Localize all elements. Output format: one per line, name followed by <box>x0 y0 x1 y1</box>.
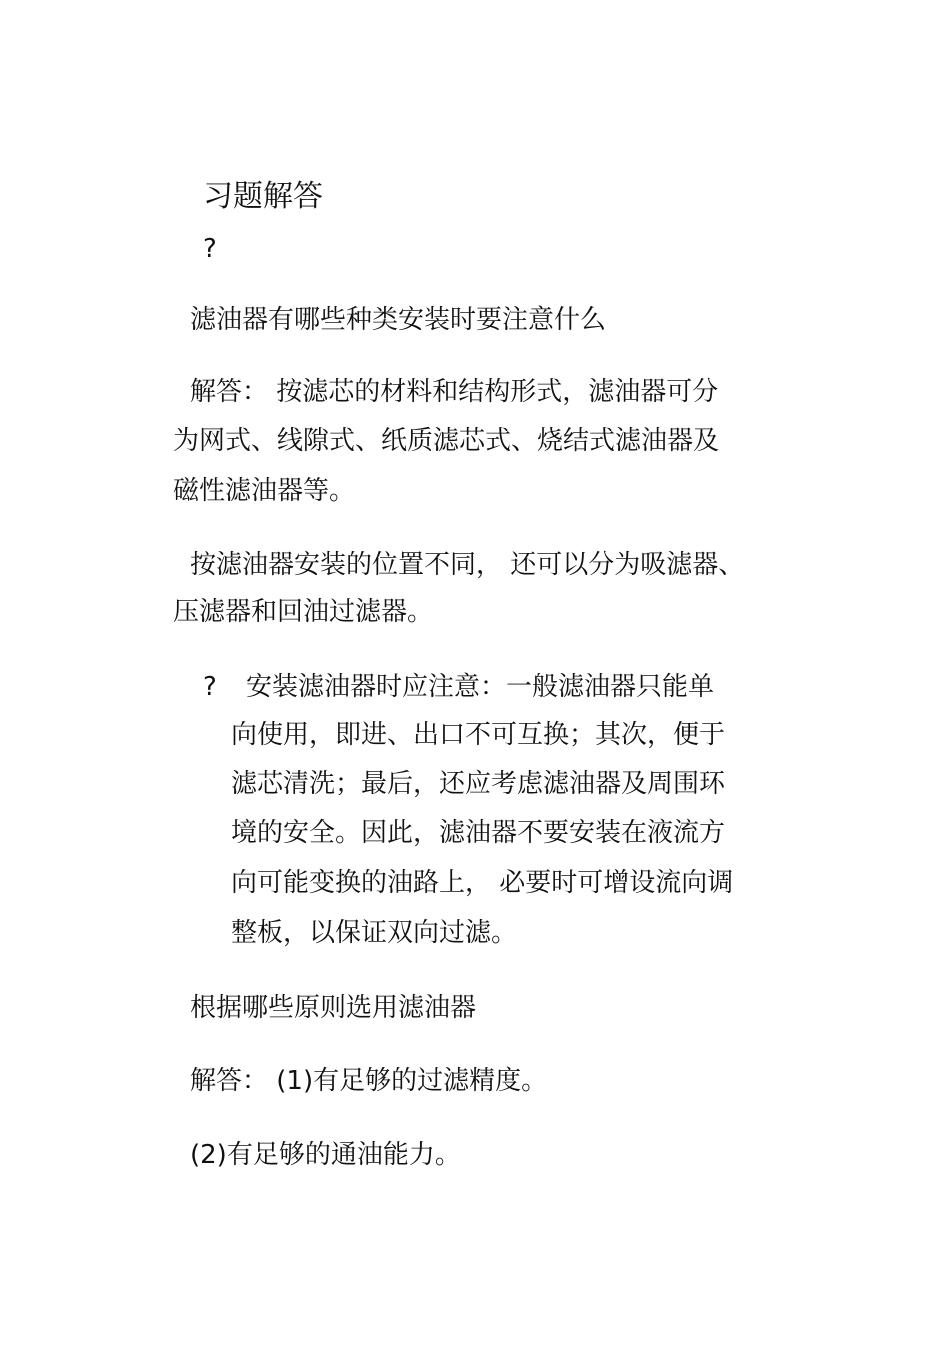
paragraph-2-line-1: 按滤油器安装的位置不同， 还可以分为吸滤器、 <box>190 550 745 580</box>
page-title: 习题解答 <box>203 179 323 214</box>
paragraph-2-line-2: 压滤器和回油过滤器。 <box>173 597 434 627</box>
answer-1-line-1: 解答： 按滤芯的材料和结构形式，滤油器可分 <box>190 377 719 407</box>
bullet-line-2: 向使用，即进、出口不可互换；其次，便于 <box>231 720 726 750</box>
bullet-line-5: 向可能变换的油路上， 必要时可增设流向调 <box>231 868 734 898</box>
answer-1-line-2: 为网式、线隙式、纸质滤芯式、烧结式滤油器及 <box>173 426 720 456</box>
bullet-line-1: 安装滤油器时应注意：一般滤油器只能单 <box>246 672 715 702</box>
answer-2-line-1: 解答： (1)有足够的过滤精度。 <box>190 1066 548 1096</box>
question-2: 根据哪些原则选用滤油器 <box>190 993 477 1023</box>
bullet-line-6: 整板，以保证双向过滤。 <box>231 918 518 948</box>
title-question-mark: ? <box>203 234 217 264</box>
answer-1-line-3: 磁性滤油器等。 <box>173 476 356 506</box>
answer-2-line-2: (2)有足够的通油能力。 <box>190 1140 461 1170</box>
bullet-line-3: 滤芯清洗；最后，还应考虑滤油器及周围环 <box>231 769 726 799</box>
question-1: 滤油器有哪些种类安装时要注意什么 <box>190 305 607 335</box>
bullet-line-4: 境的安全。因此，滤油器不要安装在液流方 <box>231 818 726 848</box>
bullet-marker: ? <box>203 672 217 702</box>
